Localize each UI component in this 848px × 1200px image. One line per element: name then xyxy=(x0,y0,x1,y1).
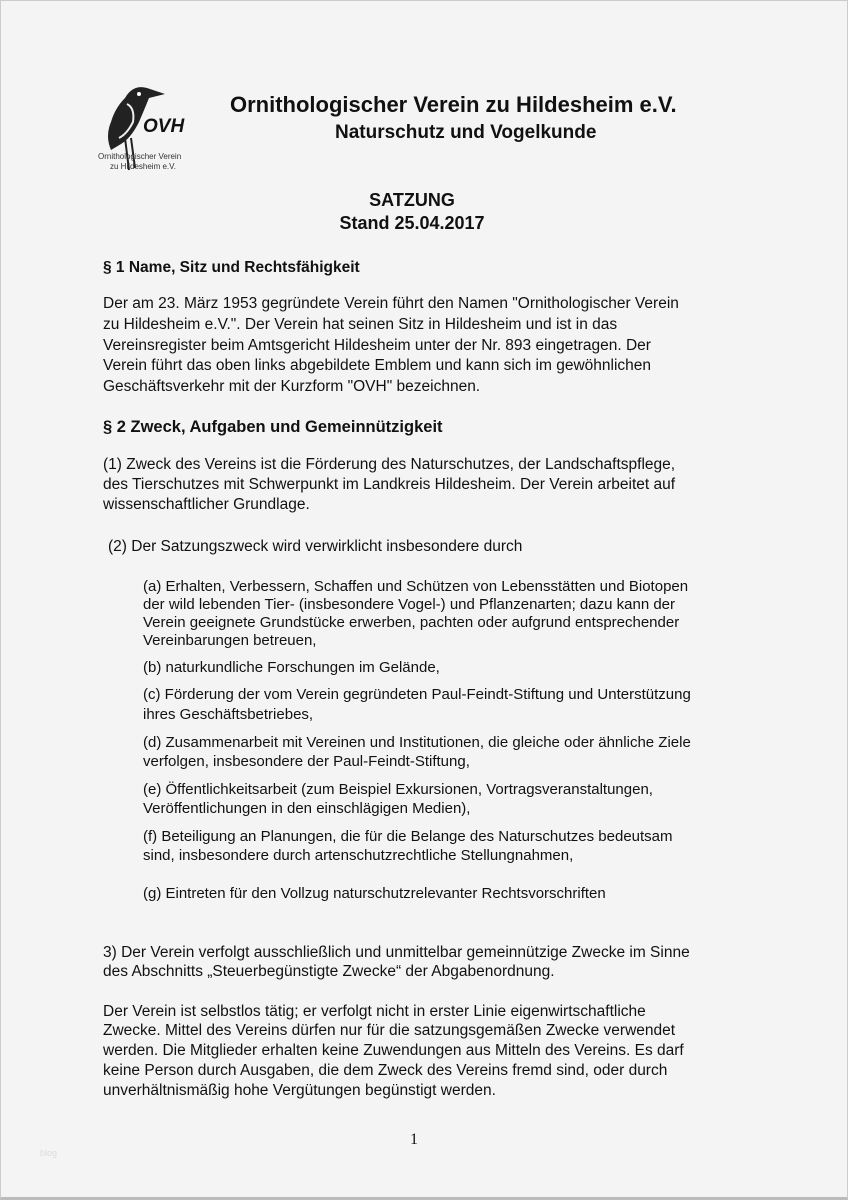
section-1-line: Geschäftsverkehr mit der Kurzform "OVH" bezeichnen. xyxy=(103,378,481,395)
item-a-line: Vereinbarungen betreuen, xyxy=(143,632,317,649)
item-c-line: (c) Förderung der vom Verein gegründeten Paul-Feindt-Stiftung und Unterstützung xyxy=(143,686,691,703)
paragraph-4-line: unverhältnismäßig hohe Vergütungen begünstigt werden. xyxy=(103,1082,496,1099)
item-d-line: (d) Zusammenarbeit mit Vereinen und Institutionen, die gleiche oder ähnliche Ziele xyxy=(143,734,691,751)
item-a-line: der wild lebenden Tier- (insbesondere Vogel-) und Pflanzenarten; dazu kann der xyxy=(143,596,676,613)
section-1-line: zu Hildesheim e.V.". Der Verein hat seinen Sitz in Hildesheim und ist in das xyxy=(103,316,618,333)
item-a-line: (a) Erhalten, Verbessern, Schaffen und Schützen von Lebensstätten und Biotopen xyxy=(143,578,689,595)
item-f-line: (f) Beteiligung an Planungen, die für die Belange des Naturschutzes bedeutsam xyxy=(143,828,673,845)
item-g-line: (g) Eintreten für den Vollzug naturschutzrelevanter Rechtsvorschriften xyxy=(143,885,606,902)
paragraph-4-line: Zwecke. Mittel des Vereins dürfen nur für die satzungsgemäßen Zwecke verwendet xyxy=(103,1022,676,1039)
page-number: 1 xyxy=(410,1131,418,1148)
logo-caption-2: zu Hildesheim e.V. xyxy=(110,162,176,171)
paragraph-2-intro: (2) Der Satzungszweck wird verwirklicht insbesondere durch xyxy=(108,538,523,555)
org-subtitle: Naturschutz und Vogelkunde xyxy=(335,122,597,143)
section-2-heading: § 2 Zweck, Aufgaben und Gemeinnützigkeit xyxy=(103,418,443,436)
logo-caption-1: Ornithologischer Verein xyxy=(98,152,182,161)
org-title: Ornithologischer Verein zu Hildesheim e.V. xyxy=(230,92,677,117)
item-f-line: sind, insbesondere durch artenschutzrechtliche Stellungnahmen, xyxy=(143,847,574,864)
paragraph-3-line: 3) Der Verein verfolgt ausschließlich und unmittelbar gemeinnützige Zwecke im Sinne xyxy=(103,944,690,961)
paragraph-4-line: keine Person durch Ausgaben, die dem Zweck des Vereins fremd sind, oder durch xyxy=(103,1062,668,1079)
document-date: Stand 25.04.2017 xyxy=(339,213,485,233)
section-1-line: Vereinsregister beim Amtsgericht Hildesheim unter der Nr. 893 eingetragen. Der xyxy=(103,337,651,354)
logo-abbreviation: OVH xyxy=(143,116,185,137)
item-e-line: (e) Öffentlichkeitsarbeit (zum Beispiel Exkursionen, Vortragsveranstaltungen, xyxy=(143,781,653,798)
paragraph-1-line: des Tierschutzes mit Schwerpunkt im Landkreis Hildesheim. Der Verein arbeitet auf xyxy=(103,476,676,493)
section-1-line: Der am 23. März 1953 gegründete Verein führt den Namen "Ornithologischer Verein xyxy=(103,295,679,312)
item-b-line: (b) naturkundliche Forschungen im Gelände, xyxy=(143,659,440,676)
item-e-line: Veröffentlichungen in den einschlägigen Medien), xyxy=(143,800,471,817)
item-c-line: ihres Geschäftsbetriebes, xyxy=(143,706,314,723)
section-1-heading: § 1 Name, Sitz und Rechtsfähigkeit xyxy=(103,259,360,276)
document-title: SATZUNG xyxy=(369,190,455,210)
paragraph-4-line: werden. Die Mitglieder erhalten keine Zuwendungen aus Mitteln des Vereins. Es darf xyxy=(103,1042,684,1059)
item-d-line: verfolgen, insbesondere der Paul-Feindt-Stiftung, xyxy=(143,753,470,770)
watermark: blog xyxy=(40,1148,58,1158)
item-a-line: Verein geeignete Grundstücke erwerben, pachten oder aufgrund entsprechender xyxy=(143,614,680,631)
paragraph-1-line: wissenschaftlicher Grundlage. xyxy=(103,496,310,513)
paragraph-1-line: (1) Zweck des Vereins ist die Förderung des Naturschutzes, der Landschaftspflege, xyxy=(103,456,676,473)
paragraph-4-line: Der Verein ist selbstlos tätig; er verfolgt nicht in erster Linie eigenwirtschaftliche xyxy=(103,1003,646,1020)
section-1-line: Verein führt das oben links abgebildete Emblem und kann sich im gewöhnlichen xyxy=(103,357,652,374)
paragraph-3-line: des Abschnitts „Steuerbegünstigte Zwecke“ der Abgabenordnung. xyxy=(103,963,555,980)
